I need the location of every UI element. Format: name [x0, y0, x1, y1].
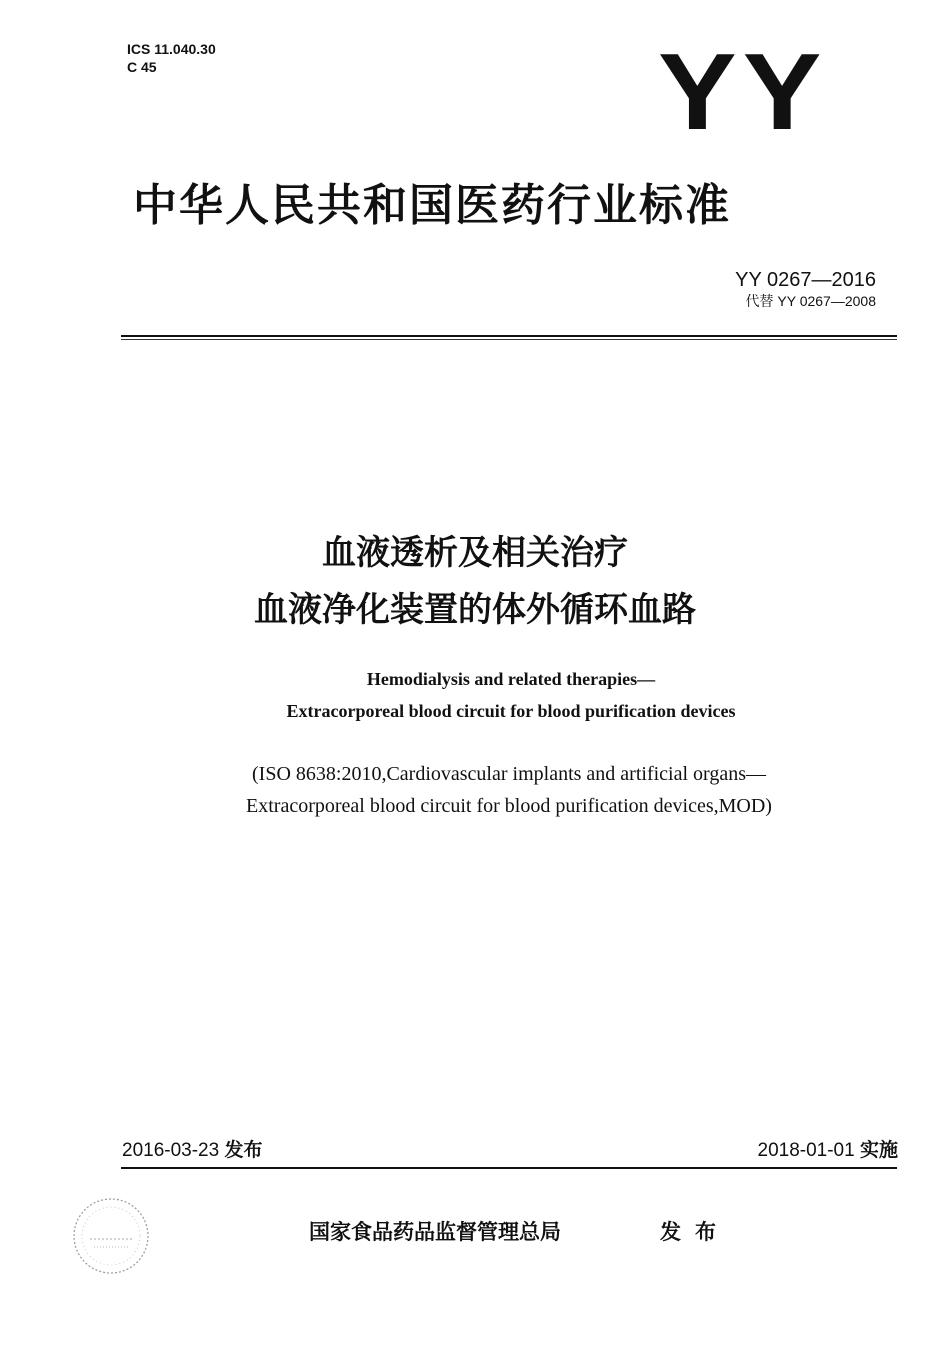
header-divider — [121, 335, 897, 337]
ccs-code: C 45 — [127, 59, 157, 75]
english-title-line-1: Hemodialysis and related therapies— — [366, 669, 656, 689]
chinese-title-line-2: 血液净化装置的体外循环血路 — [254, 590, 696, 630]
chinese-title-line-1: 血液透析及相关治疗 — [322, 533, 628, 573]
seal-stamp-icon — [70, 1195, 152, 1277]
iso-reference-line-2: Extracorporeal blood circuit for blood purification devices,MOD) — [246, 795, 772, 817]
implementation-label: 实施 — [859, 1140, 898, 1161]
iso-reference-line-1: (ISO 8638:2010,Cardiovascular implants and artificial organs— — [252, 763, 766, 785]
issuing-authority: 国家食品药品监督管理总局 — [309, 1220, 561, 1244]
yy-logo: YY — [658, 31, 828, 154]
implementation-date-value: 2018-01-01 — [757, 1140, 855, 1161]
ics-code: ICS 11.040.30 — [127, 41, 216, 57]
issuing-action: 发布 — [660, 1220, 730, 1244]
standard-number: YY 0267—2016 — [735, 269, 876, 291]
replaces-standard: 代替 YY 0267—2008 — [745, 293, 876, 309]
standard-code-block — [735, 268, 876, 310]
publication-label: 发布 — [224, 1140, 263, 1161]
standard-category-title: 中华人民共和国医药行业标准 — [133, 180, 731, 231]
publication-date — [122, 1140, 263, 1162]
header-divider-thin — [121, 339, 897, 340]
implementation-date — [758, 1140, 899, 1162]
chinese-title — [0, 525, 950, 639]
english-title — [0, 663, 950, 727]
classification-codes — [127, 40, 216, 76]
english-title-line-2: Extracorporeal blood circuit for blood purification devices — [286, 701, 736, 721]
iso-reference — [0, 758, 950, 822]
footer-divider — [121, 1167, 897, 1169]
publication-date-value: 2016-03-23 — [122, 1140, 220, 1161]
